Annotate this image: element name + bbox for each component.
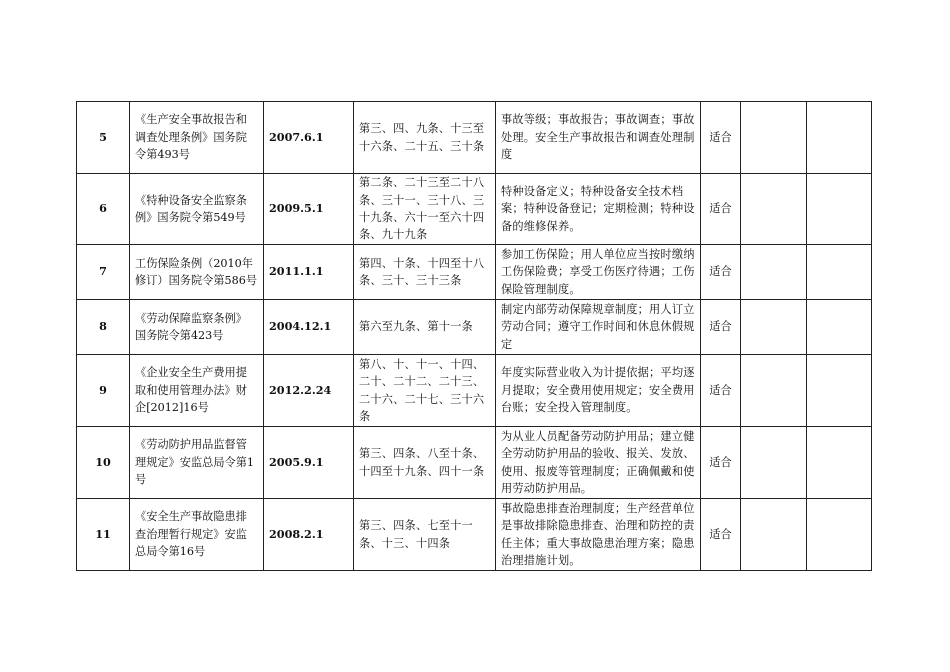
empty-cell xyxy=(807,174,872,245)
applicable-clauses: 第三、四条、七至十一条、十三、十四条 xyxy=(354,499,496,571)
row-number: 6 xyxy=(77,174,130,245)
empty-cell xyxy=(741,427,807,499)
empty-cell xyxy=(807,499,872,571)
empty-cell xyxy=(807,427,872,499)
requirements: 特种设备定义；特种设备安全技术档案；特种设备登记；定期检测；特种设备的维修保养。 xyxy=(496,174,701,245)
row-number: 11 xyxy=(77,499,130,571)
effective-date: 2004.12.1 xyxy=(264,300,354,355)
empty-cell xyxy=(807,355,872,427)
requirements: 年度实际营业收入为计提依据；平均逐月提取；安全费用使用规定；安全费用台账；安全投入管理制度。 xyxy=(496,355,701,427)
empty-cell xyxy=(807,245,872,300)
row-number: 8 xyxy=(77,300,130,355)
regulation-name: 《劳动保障监察条例》国务院令第423号 xyxy=(130,300,264,355)
row-number: 10 xyxy=(77,427,130,499)
regulation-name: 《特种设备安全监察条例》国务院令第549号 xyxy=(130,174,264,245)
regulation-name: 工伤保险条例（2010年修订）国务院令第586号 xyxy=(130,245,264,300)
effective-date: 2007.6.1 xyxy=(264,102,354,174)
requirements: 为从业人员配备劳动防护用品；建立健全劳动防护用品的验收、报关、发放、使用、报废等管理制度；正确佩戴和使用劳动防护用品。 xyxy=(496,427,701,499)
regulation-name: 《安全生产事故隐患排查治理暂行规定》安监总局令第16号 xyxy=(130,499,264,571)
empty-cell xyxy=(741,245,807,300)
evaluation-result: 适合 xyxy=(701,245,741,300)
row-number: 9 xyxy=(77,355,130,427)
evaluation-result: 适合 xyxy=(701,300,741,355)
table-row xyxy=(77,427,872,499)
empty-cell xyxy=(741,102,807,174)
table-row xyxy=(77,245,872,300)
empty-cell xyxy=(807,300,872,355)
regulation-name: 《生产安全事故报告和调查处理条例》国务院令第493号 xyxy=(130,102,264,174)
applicable-clauses: 第八、十、十一、十四、二十、二十二、二十三、二十六、二十七、三十六条 xyxy=(354,355,496,427)
evaluation-result: 适合 xyxy=(701,499,741,571)
requirements: 事故等级；事故报告；事故调查；事故处理。安全生产事故报告和调查处理制度 xyxy=(496,102,701,174)
effective-date: 2005.9.1 xyxy=(264,427,354,499)
evaluation-result: 适合 xyxy=(701,355,741,427)
empty-cell xyxy=(741,300,807,355)
requirements: 参加工伤保险；用人单位应当按时缴纳工伤保险费；享受工伤医疗待遇；工伤保险管理制度。 xyxy=(496,245,701,300)
regulations-table xyxy=(76,101,872,571)
empty-cell xyxy=(807,102,872,174)
table-row xyxy=(77,499,872,571)
requirements: 制定内部劳动保障规章制度；用人订立劳动合同；遵守工作时间和休息休假规定 xyxy=(496,300,701,355)
evaluation-result: 适合 xyxy=(701,427,741,499)
requirements: 事故隐患排查治理制度；生产经营单位是事故排除隐患排查、治理和防控的责任主体；重大事故隐患治理方案；隐患治理措施计划。 xyxy=(496,499,701,571)
table-body xyxy=(77,102,872,571)
empty-cell xyxy=(741,355,807,427)
applicable-clauses: 第四、十条、十四至十八条、三十、三十三条 xyxy=(354,245,496,300)
table-row xyxy=(77,102,872,174)
regulation-name: 《企业安全生产费用提取和使用管理办法》财企[2012]16号 xyxy=(130,355,264,427)
applicable-clauses: 第六至九条、第十一条 xyxy=(354,300,496,355)
row-number: 5 xyxy=(77,102,130,174)
table-row xyxy=(77,355,872,427)
evaluation-result: 适合 xyxy=(701,102,741,174)
applicable-clauses: 第三、四条、八至十条、十四至十九条、四十一条 xyxy=(354,427,496,499)
effective-date: 2009.5.1 xyxy=(264,174,354,245)
empty-cell xyxy=(741,499,807,571)
regulation-name: 《劳动防护用品监督管理规定》安监总局令第1号 xyxy=(130,427,264,499)
table-row xyxy=(77,174,872,245)
applicable-clauses: 第三、四、九条、十三至十六条、二十五、三十条 xyxy=(354,102,496,174)
effective-date: 2011.1.1 xyxy=(264,245,354,300)
applicable-clauses: 第二条、二十三至二十八条、三十一、三十八、三十九条、六十一至六十四条、九十九条 xyxy=(354,174,496,245)
effective-date: 2012.2.24 xyxy=(264,355,354,427)
evaluation-result: 适合 xyxy=(701,174,741,245)
table-row xyxy=(77,300,872,355)
effective-date: 2008.2.1 xyxy=(264,499,354,571)
empty-cell xyxy=(741,174,807,245)
row-number: 7 xyxy=(77,245,130,300)
